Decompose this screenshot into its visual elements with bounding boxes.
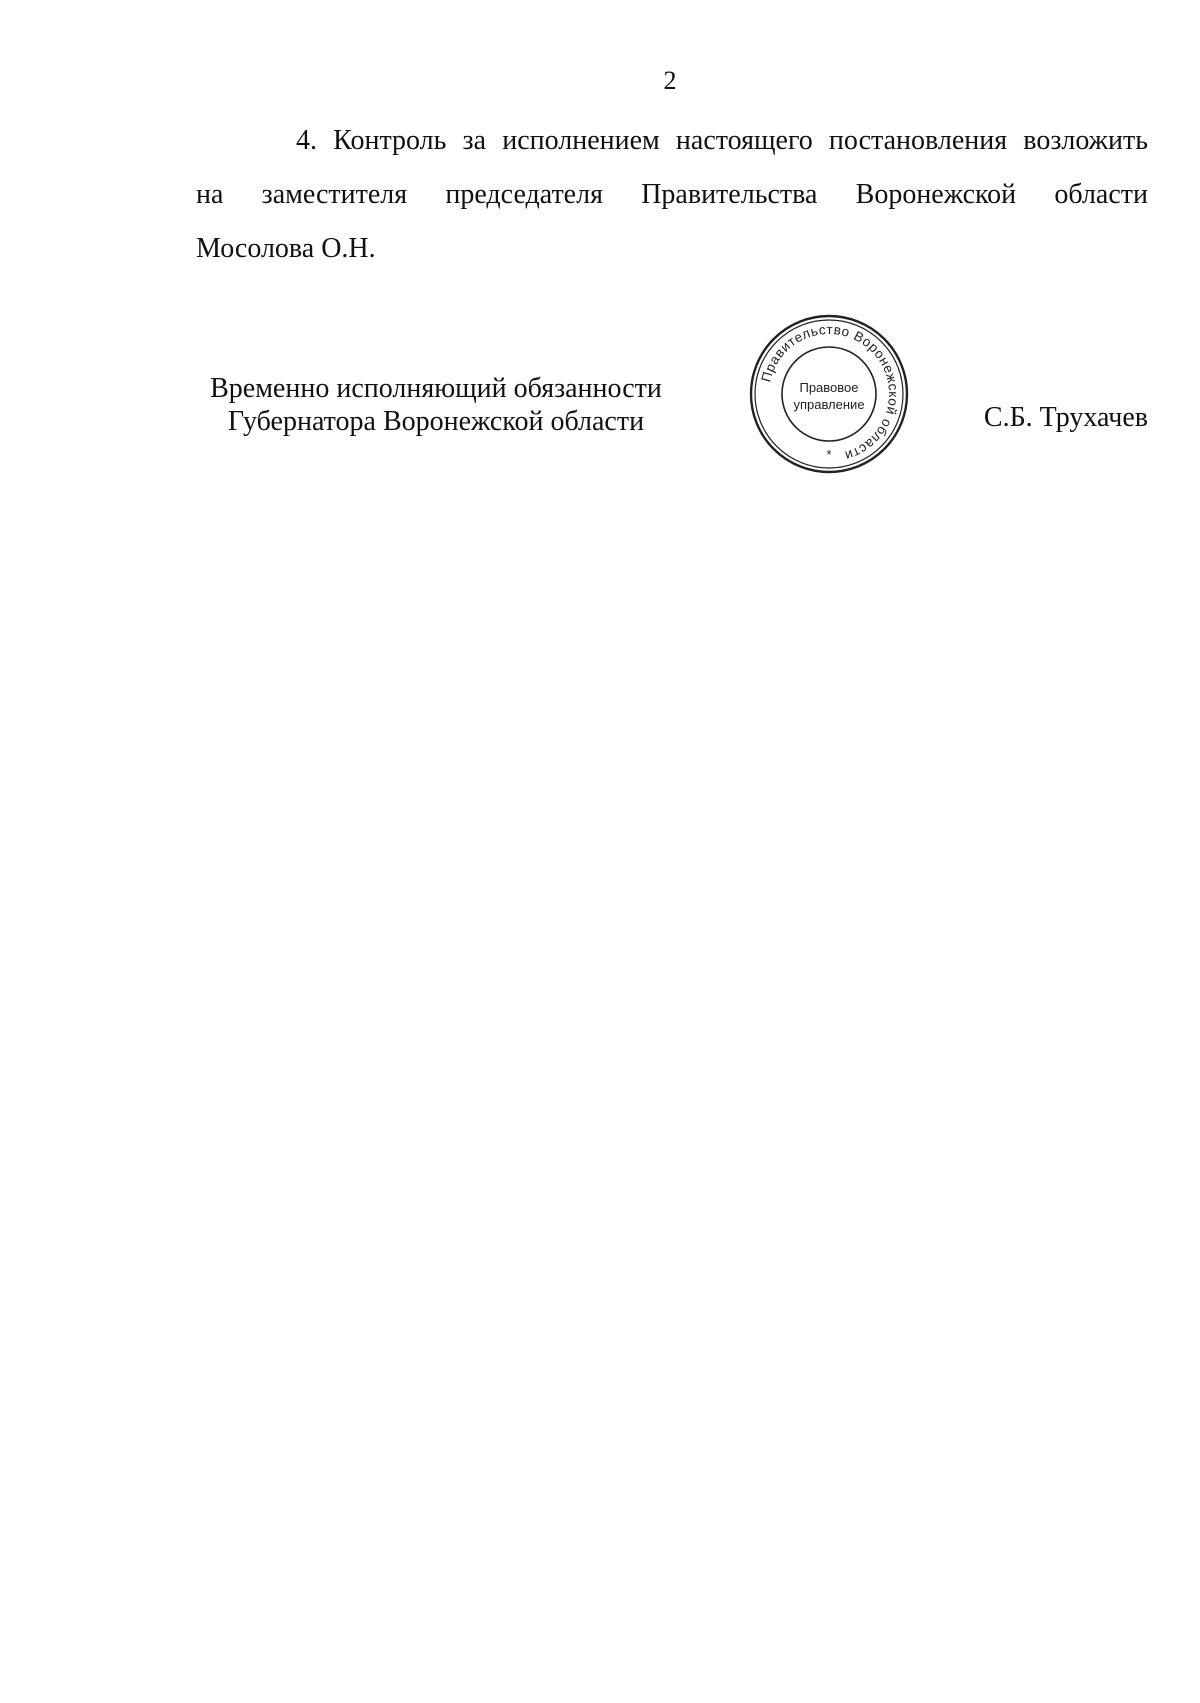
stamp-center-line-2: управление <box>793 397 865 412</box>
paragraph-line-2: на заместителя председателя Правительства Воронежской области <box>196 179 1148 210</box>
paragraph-line-3: Мосолова О.Н. <box>196 233 376 264</box>
stamp-center-line-1: Правовое <box>799 380 859 395</box>
paragraph-line-1: 4. Контроль за исполнением настоящего постановления возложить <box>296 125 1148 156</box>
stamp-star: * <box>826 447 832 462</box>
stamp-outer-text: Правительство Воронежской области <box>758 321 902 464</box>
signatory-position-line-1: Временно исполняющий обязанности <box>210 373 662 404</box>
page-number: 2 <box>663 66 677 95</box>
signatory-position-line-2: Губернатора Воронежской области <box>227 406 645 437</box>
signer-name: С.Б. Трухачев <box>983 402 1148 433</box>
paragraph-item-4 <box>196 114 1148 276</box>
signatory-position <box>196 372 676 438</box>
official-stamp <box>748 313 910 475</box>
